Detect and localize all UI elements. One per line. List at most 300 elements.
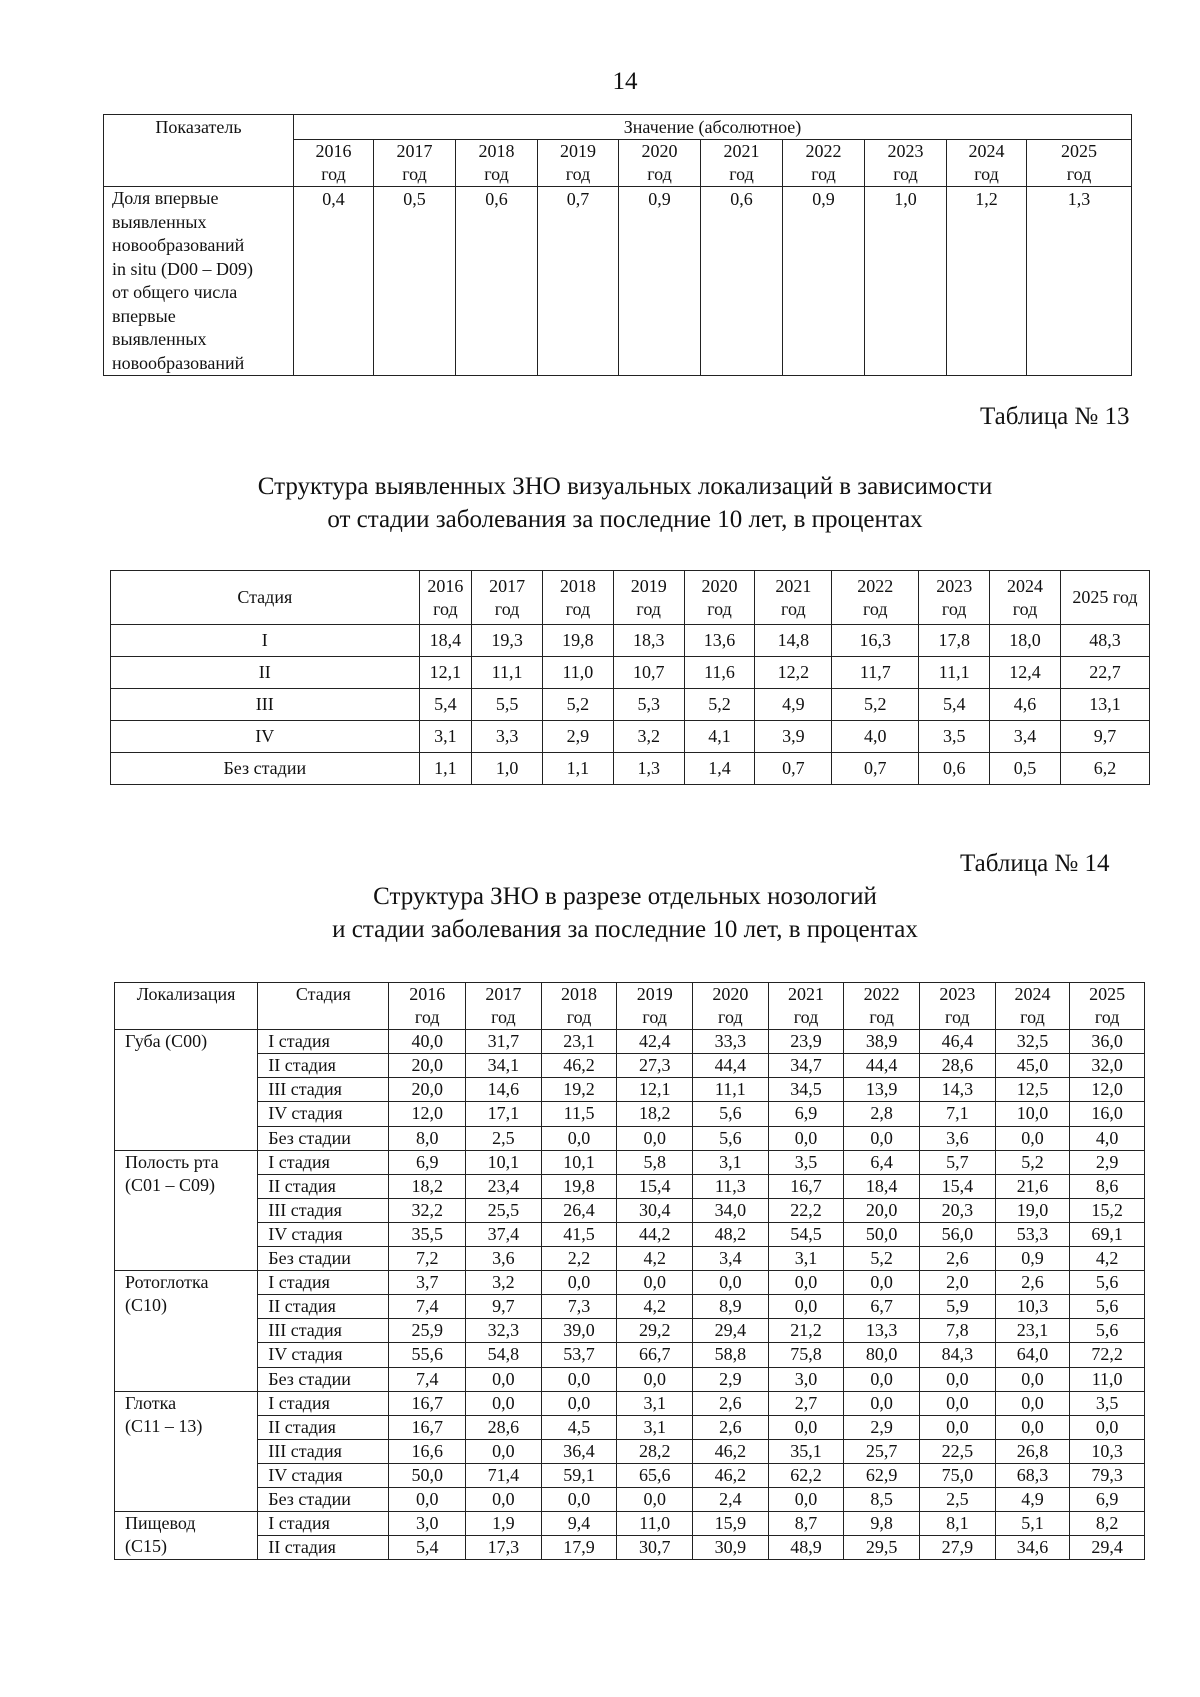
value-cell: 32,5 <box>995 1030 1070 1054</box>
year-header-cell <box>995 983 1070 1030</box>
value-cell: 11,3 <box>693 1174 769 1198</box>
value-cell: 16,7 <box>768 1174 844 1198</box>
value-cell: 3,9 <box>755 721 832 753</box>
value-cell: 6,4 <box>844 1150 920 1174</box>
value-cell: 14,6 <box>466 1078 542 1102</box>
value-cell: 50,0 <box>389 1463 466 1487</box>
indicator-line: впервые <box>112 305 176 326</box>
value-cell: 20,0 <box>844 1198 920 1222</box>
value-cell: 0,0 <box>844 1367 920 1391</box>
value-cell: 75,0 <box>919 1463 995 1487</box>
table-title-line: Структура ЗНО в разрезе отдельных нозологий <box>373 883 877 910</box>
value-cell: 0,0 <box>466 1487 542 1511</box>
table-row <box>115 1295 1145 1319</box>
indicator-line: выявленных <box>112 329 207 349</box>
value-cell: 3,3 <box>472 721 543 753</box>
value-cell: 12,0 <box>1070 1078 1145 1102</box>
value-cell: 32,0 <box>1070 1054 1145 1078</box>
stage-label: II стадия <box>258 1174 389 1198</box>
value-cell: 10,0 <box>995 1102 1070 1126</box>
year-label: 2016 <box>315 141 352 161</box>
value-cell: 26,8 <box>995 1439 1070 1463</box>
indicator-line: новообразований <box>112 235 245 255</box>
year-word: год <box>781 598 806 619</box>
year-label: 2020 <box>712 984 749 1004</box>
value-cell: 7,8 <box>919 1319 995 1343</box>
stage-label: II стадия <box>258 1054 389 1078</box>
value-cell: 35,1 <box>768 1439 844 1463</box>
localization-line: Полость рта <box>125 1151 219 1172</box>
value-cell: 4,9 <box>755 689 832 721</box>
stage-label: III стадия <box>258 1439 389 1463</box>
stage-label: II стадия <box>258 1295 389 1319</box>
value-cell: 75,8 <box>768 1343 844 1367</box>
year-header-cell <box>768 983 844 1030</box>
value-cell: 25,9 <box>389 1319 466 1343</box>
value-cell: 23,1 <box>995 1319 1070 1343</box>
value-cell: 4,6 <box>990 689 1061 721</box>
value-cell: 18,0 <box>990 625 1061 657</box>
indicator-line: от общего числа <box>112 282 238 302</box>
value-cell: 2,4 <box>693 1487 769 1511</box>
value-cell: 0,9 <box>619 187 701 376</box>
value-cell: 0,0 <box>466 1439 542 1463</box>
stage-label: Без стадии <box>111 753 420 785</box>
year-word: год <box>893 164 918 184</box>
value-cell: 18,4 <box>419 625 472 657</box>
indicator-table <box>103 114 1132 376</box>
value-cell: 59,1 <box>541 1463 617 1487</box>
value-cell: 64,0 <box>995 1343 1070 1367</box>
value-cell: 79,3 <box>1070 1463 1145 1487</box>
value-cell: 32,2 <box>389 1198 466 1222</box>
localization-cell <box>115 1030 258 1150</box>
value-cell: 56,0 <box>919 1222 995 1246</box>
value-cell: 0,0 <box>768 1126 844 1150</box>
value-cell: 25,5 <box>466 1198 542 1222</box>
table-title-line: и стадии заболевания за последние 10 лет, в процентах <box>332 916 918 943</box>
value-cell: 1,4 <box>684 753 755 785</box>
value-cell: 11,5 <box>541 1102 617 1126</box>
year-word: год <box>945 1007 970 1028</box>
year-header-cell <box>472 571 543 625</box>
year-word: год <box>642 1007 667 1028</box>
value-cell: 1,1 <box>419 753 472 785</box>
localization-line: (С10) <box>125 1295 167 1316</box>
year-label: 2016 <box>427 575 464 596</box>
value-cell: 32,3 <box>466 1319 542 1343</box>
value-cell: 46,2 <box>541 1054 617 1078</box>
year-header-cell <box>1027 140 1132 187</box>
value-cell: 11,6 <box>684 657 755 689</box>
value-cell: 7,4 <box>389 1367 466 1391</box>
table-row <box>115 1150 1145 1174</box>
indicator-line: новообразований <box>112 352 245 373</box>
stage-label: I стадия <box>258 1512 389 1536</box>
table-row <box>111 625 1150 657</box>
value-cell: 45,0 <box>995 1054 1070 1078</box>
value-cell: 6,9 <box>768 1102 844 1126</box>
value-cell: 8,0 <box>389 1126 466 1150</box>
value-cell: 11,0 <box>542 657 613 689</box>
stage-label: III стадия <box>258 1078 389 1102</box>
value-cell: 3,5 <box>768 1150 844 1174</box>
table-header-row <box>111 571 1150 625</box>
year-label: 2018 <box>561 984 598 1004</box>
year-label: 2018 <box>478 141 515 161</box>
value-cell: 19,8 <box>542 625 613 657</box>
value-cell: 11,7 <box>832 657 919 689</box>
value-cell: 0,6 <box>701 187 783 376</box>
value-cell: 8,2 <box>1070 1512 1145 1536</box>
year-word: год <box>402 164 427 184</box>
value-cell: 0,0 <box>995 1415 1070 1439</box>
stage-label: Без стадии <box>258 1247 389 1271</box>
value-cell: 16,7 <box>389 1391 466 1415</box>
value-cell: 5,7 <box>919 1150 995 1174</box>
year-word: год <box>1066 164 1092 184</box>
year-label: 2020 <box>701 575 738 596</box>
stage-label: II <box>111 657 420 689</box>
value-cell: 46,4 <box>919 1030 995 1054</box>
year-word: год <box>862 598 888 619</box>
value-cell: 46,2 <box>693 1463 769 1487</box>
year-label: 2021 <box>775 575 812 596</box>
value-cell: 55,6 <box>389 1343 466 1367</box>
value-cell: 1,2 <box>947 187 1027 376</box>
table-row <box>111 753 1150 785</box>
value-cell: 15,4 <box>617 1174 693 1198</box>
stage-label: III стадия <box>258 1319 389 1343</box>
year-word: год <box>1012 598 1038 619</box>
table-row <box>111 721 1150 753</box>
table-row <box>115 1222 1145 1246</box>
value-cell: 0,0 <box>995 1126 1070 1150</box>
value-cell: 42,4 <box>617 1030 693 1054</box>
year-label: 2025 <box>1061 141 1098 161</box>
value-cell: 28,6 <box>919 1054 995 1078</box>
year-word: год <box>321 164 346 184</box>
year-label: 2022 <box>863 984 900 1004</box>
value-cell: 6,9 <box>389 1150 466 1174</box>
value-cell: 6,2 <box>1060 753 1149 785</box>
value-cell: 84,3 <box>919 1343 995 1367</box>
value-cell: 8,1 <box>919 1512 995 1536</box>
value-cell: 80,0 <box>844 1343 920 1367</box>
table-row <box>115 1174 1145 1198</box>
year-header-cell <box>1060 571 1149 625</box>
value-cell: 39,0 <box>541 1319 617 1343</box>
value-cell: 7,2 <box>389 1247 466 1271</box>
localization-cell <box>115 1271 258 1391</box>
year-header-cell <box>990 571 1061 625</box>
value-cell: 17,3 <box>466 1536 542 1560</box>
value-cell: 22,2 <box>768 1198 844 1222</box>
value-cell: 0,0 <box>466 1391 542 1415</box>
indicator-line: Доля впервые <box>112 188 219 208</box>
value-cell: 0,0 <box>844 1271 920 1295</box>
value-cell: 34,5 <box>768 1078 844 1102</box>
value-cell: 2,6 <box>919 1247 995 1271</box>
table-title-line: от стадии заболевания за последние 10 лет, в процентах <box>327 506 923 533</box>
table-row <box>115 1487 1145 1511</box>
value-cell: 25,7 <box>844 1439 920 1463</box>
year-word: год <box>707 598 732 619</box>
year-header-cell <box>389 983 466 1030</box>
value-cell: 0,0 <box>768 1295 844 1319</box>
year-label: 2021 <box>723 141 760 161</box>
value-cell: 13,6 <box>684 625 755 657</box>
value-cell: 0,0 <box>617 1271 693 1295</box>
year-header-cell <box>541 983 617 1030</box>
value-cell: 10,1 <box>541 1150 617 1174</box>
value-cell: 18,4 <box>844 1174 920 1198</box>
year-label: 2022 <box>805 141 842 161</box>
value-cell: 13,1 <box>1060 689 1149 721</box>
value-cell: 5,5 <box>472 689 543 721</box>
value-cell: 26,4 <box>541 1198 617 1222</box>
value-cell: 19,0 <box>995 1198 1070 1222</box>
value-cell: 5,6 <box>1070 1295 1145 1319</box>
value-cell: 9,7 <box>1060 721 1149 753</box>
value-cell: 3,1 <box>617 1391 693 1415</box>
value-cell: 44,4 <box>844 1054 920 1078</box>
year-word: год <box>565 164 591 184</box>
value-cell: 0,0 <box>617 1126 693 1150</box>
value-cell: 7,1 <box>919 1102 995 1126</box>
year-header-cell <box>684 571 755 625</box>
value-cell: 28,6 <box>466 1415 542 1439</box>
indicator-line: in situ (D00 – D09) <box>112 258 253 279</box>
value-cell: 0,0 <box>844 1391 920 1415</box>
value-cell: 48,3 <box>1060 625 1149 657</box>
year-header-cell <box>919 983 995 1030</box>
year-word: год <box>1094 1007 1120 1028</box>
value-cell: 40,0 <box>389 1030 466 1054</box>
value-cell: 0,0 <box>541 1271 617 1295</box>
table-title <box>0 470 1200 536</box>
value-cell: 4,5 <box>541 1415 617 1439</box>
value-cell: 3,2 <box>466 1271 542 1295</box>
year-word: год <box>484 164 509 184</box>
value-cell: 1,1 <box>542 753 613 785</box>
year-header-cell <box>419 571 472 625</box>
table-row <box>111 689 1150 721</box>
value-cell: 5,1 <box>995 1512 1070 1536</box>
value-cell: 19,2 <box>541 1078 617 1102</box>
value-cell: 62,9 <box>844 1463 920 1487</box>
stage-label: I стадия <box>258 1030 389 1054</box>
year-label: 2024 <box>1014 984 1051 1004</box>
table-title <box>0 880 1200 946</box>
year-word: год <box>414 1007 440 1028</box>
stage-label: III стадия <box>258 1198 389 1222</box>
value-cell: 18,3 <box>613 625 684 657</box>
value-cell: 58,8 <box>693 1343 769 1367</box>
value-cell: 11,1 <box>693 1078 769 1102</box>
value-cell: 4,0 <box>832 721 919 753</box>
value-cell: 17,1 <box>466 1102 542 1126</box>
year-word: год <box>729 164 754 184</box>
value-cell: 5,2 <box>832 689 919 721</box>
value-cell: 9,7 <box>466 1295 542 1319</box>
value-cell: 17,9 <box>541 1536 617 1560</box>
year-header-cell <box>617 983 693 1030</box>
value-cell: 2,8 <box>844 1102 920 1126</box>
value-cell: 0,0 <box>617 1487 693 1511</box>
value-cell: 29,4 <box>1070 1536 1145 1560</box>
value-cell: 8,9 <box>693 1295 769 1319</box>
value-cell: 23,1 <box>541 1030 617 1054</box>
value-cell: 3,6 <box>919 1126 995 1150</box>
value-cell: 30,4 <box>617 1198 693 1222</box>
value-cell: 0,0 <box>844 1126 920 1150</box>
value-cell: 0,0 <box>541 1367 617 1391</box>
value-cell: 3,7 <box>389 1271 466 1295</box>
table-row <box>115 1126 1145 1150</box>
value-cell: 3,1 <box>768 1247 844 1271</box>
value-cell: 10,7 <box>613 657 684 689</box>
value-cell: 50,0 <box>844 1222 920 1246</box>
value-cell: 22,7 <box>1060 657 1149 689</box>
value-cell: 29,4 <box>693 1319 769 1343</box>
value-cell: 34,1 <box>466 1054 542 1078</box>
value-cell: 15,2 <box>1070 1198 1145 1222</box>
value-cell: 3,5 <box>1070 1391 1145 1415</box>
value-cell: 4,2 <box>617 1247 693 1271</box>
value-cell: 4,2 <box>617 1295 693 1319</box>
value-cell: 5,6 <box>693 1102 769 1126</box>
year-header-cell <box>783 140 865 187</box>
value-cell: 30,9 <box>693 1536 769 1560</box>
year-label: 2023 <box>887 141 924 161</box>
value-cell: 2,7 <box>768 1391 844 1415</box>
page-number: 14 <box>612 68 638 95</box>
value-cell: 15,4 <box>919 1174 995 1198</box>
value-cell: 3,0 <box>389 1512 466 1536</box>
value-cell: 14,3 <box>919 1078 995 1102</box>
value-cell: 0,7 <box>538 187 619 376</box>
value-cell: 8,5 <box>844 1487 920 1511</box>
value-cell: 5,6 <box>1070 1319 1145 1343</box>
year-label: 2017 <box>485 984 522 1004</box>
stage-label: IV стадия <box>258 1102 389 1126</box>
stage-structure-table <box>110 570 1150 785</box>
table-row <box>115 1463 1145 1487</box>
stage-label: IV стадия <box>258 1343 389 1367</box>
value-cell: 0,0 <box>1070 1415 1145 1439</box>
value-cell: 35,5 <box>389 1222 466 1246</box>
value-cell: 4,0 <box>1070 1126 1145 1150</box>
value-cell: 53,3 <box>995 1222 1070 1246</box>
year-label: 2025 <box>1089 984 1126 1004</box>
year-word: год <box>433 598 458 619</box>
value-cell: 5,2 <box>684 689 755 721</box>
value-cell: 7,3 <box>541 1295 617 1319</box>
value-cell: 9,8 <box>844 1512 920 1536</box>
stage-label: IV <box>111 721 420 753</box>
value-cell: 3,1 <box>419 721 472 753</box>
value-cell: 27,3 <box>617 1054 693 1078</box>
value-cell: 0,0 <box>466 1367 542 1391</box>
value-cell: 31,7 <box>466 1030 542 1054</box>
value-cell: 0,7 <box>832 753 919 785</box>
table-caption: Таблица № 13 <box>980 403 1130 430</box>
value-cell: 34,6 <box>995 1536 1070 1560</box>
value-cell: 2,5 <box>919 1487 995 1511</box>
indicator-header: Показатель <box>104 115 294 187</box>
value-cell: 0,0 <box>768 1415 844 1439</box>
value-cell: 0,5 <box>374 187 456 376</box>
value-cell: 2,6 <box>693 1391 769 1415</box>
value-cell: 3,1 <box>617 1415 693 1439</box>
stage-label: IV стадия <box>258 1222 389 1246</box>
year-header-cell <box>865 140 947 187</box>
value-cell: 1,0 <box>472 753 543 785</box>
value-cell: 18,2 <box>389 1174 466 1198</box>
year-header-cell <box>294 140 374 187</box>
value-cell: 5,9 <box>919 1295 995 1319</box>
value-cell: 2,9 <box>542 721 613 753</box>
value-cell: 66,7 <box>617 1343 693 1367</box>
value-cell: 54,5 <box>768 1222 844 1246</box>
value-cell: 54,8 <box>466 1343 542 1367</box>
value-cell: 41,5 <box>541 1222 617 1246</box>
value-cell: 4,9 <box>995 1487 1070 1511</box>
table-row <box>115 1512 1145 1536</box>
stage-label: IV стадия <box>258 1463 389 1487</box>
value-cell: 0,9 <box>995 1247 1070 1271</box>
value-cell: 29,2 <box>617 1319 693 1343</box>
value-cell: 0,0 <box>541 1487 617 1511</box>
year-word: год <box>491 1007 516 1028</box>
year-label: 2022 <box>857 575 894 596</box>
value-cell: 2,9 <box>693 1367 769 1391</box>
value-cell: 5,3 <box>613 689 684 721</box>
year-label: 2016 <box>409 984 446 1004</box>
value-cell: 11,0 <box>617 1512 693 1536</box>
value-cell: 3,2 <box>613 721 684 753</box>
value-cell: 12,2 <box>755 657 832 689</box>
value-cell: 71,4 <box>466 1463 542 1487</box>
value-cell: 2,6 <box>693 1415 769 1439</box>
value-cell: 12,1 <box>419 657 472 689</box>
value-cell: 12,0 <box>389 1102 466 1126</box>
year-word: год <box>941 598 967 619</box>
stage-label: I стадия <box>258 1150 389 1174</box>
year-word: год <box>869 1007 894 1028</box>
year-label: 2024 <box>1007 575 1043 596</box>
table-row <box>115 1054 1145 1078</box>
localization-header: Локализация <box>115 983 258 1030</box>
year-word: год <box>566 1007 592 1028</box>
value-cell: 53,7 <box>541 1343 617 1367</box>
year-header-cell <box>456 140 538 187</box>
indicator-line: выявленных <box>112 211 207 232</box>
value-cell: 36,4 <box>541 1439 617 1463</box>
localization-line: Глотка <box>125 1392 177 1413</box>
value-cell: 3,5 <box>919 721 990 753</box>
value-cell: 7,4 <box>389 1295 466 1319</box>
stage-label: Без стадии <box>258 1126 389 1150</box>
value-cell: 0,0 <box>541 1391 617 1415</box>
value-cell: 0,0 <box>919 1415 995 1439</box>
table-title-line: Структура выявленных ЗНО визуальных локализаций в зависимости <box>257 473 993 500</box>
value-cell: 9,4 <box>541 1512 617 1536</box>
year-label: 2017 <box>489 575 526 596</box>
year-header-cell <box>466 983 542 1030</box>
value-cell: 4,2 <box>1070 1247 1145 1271</box>
